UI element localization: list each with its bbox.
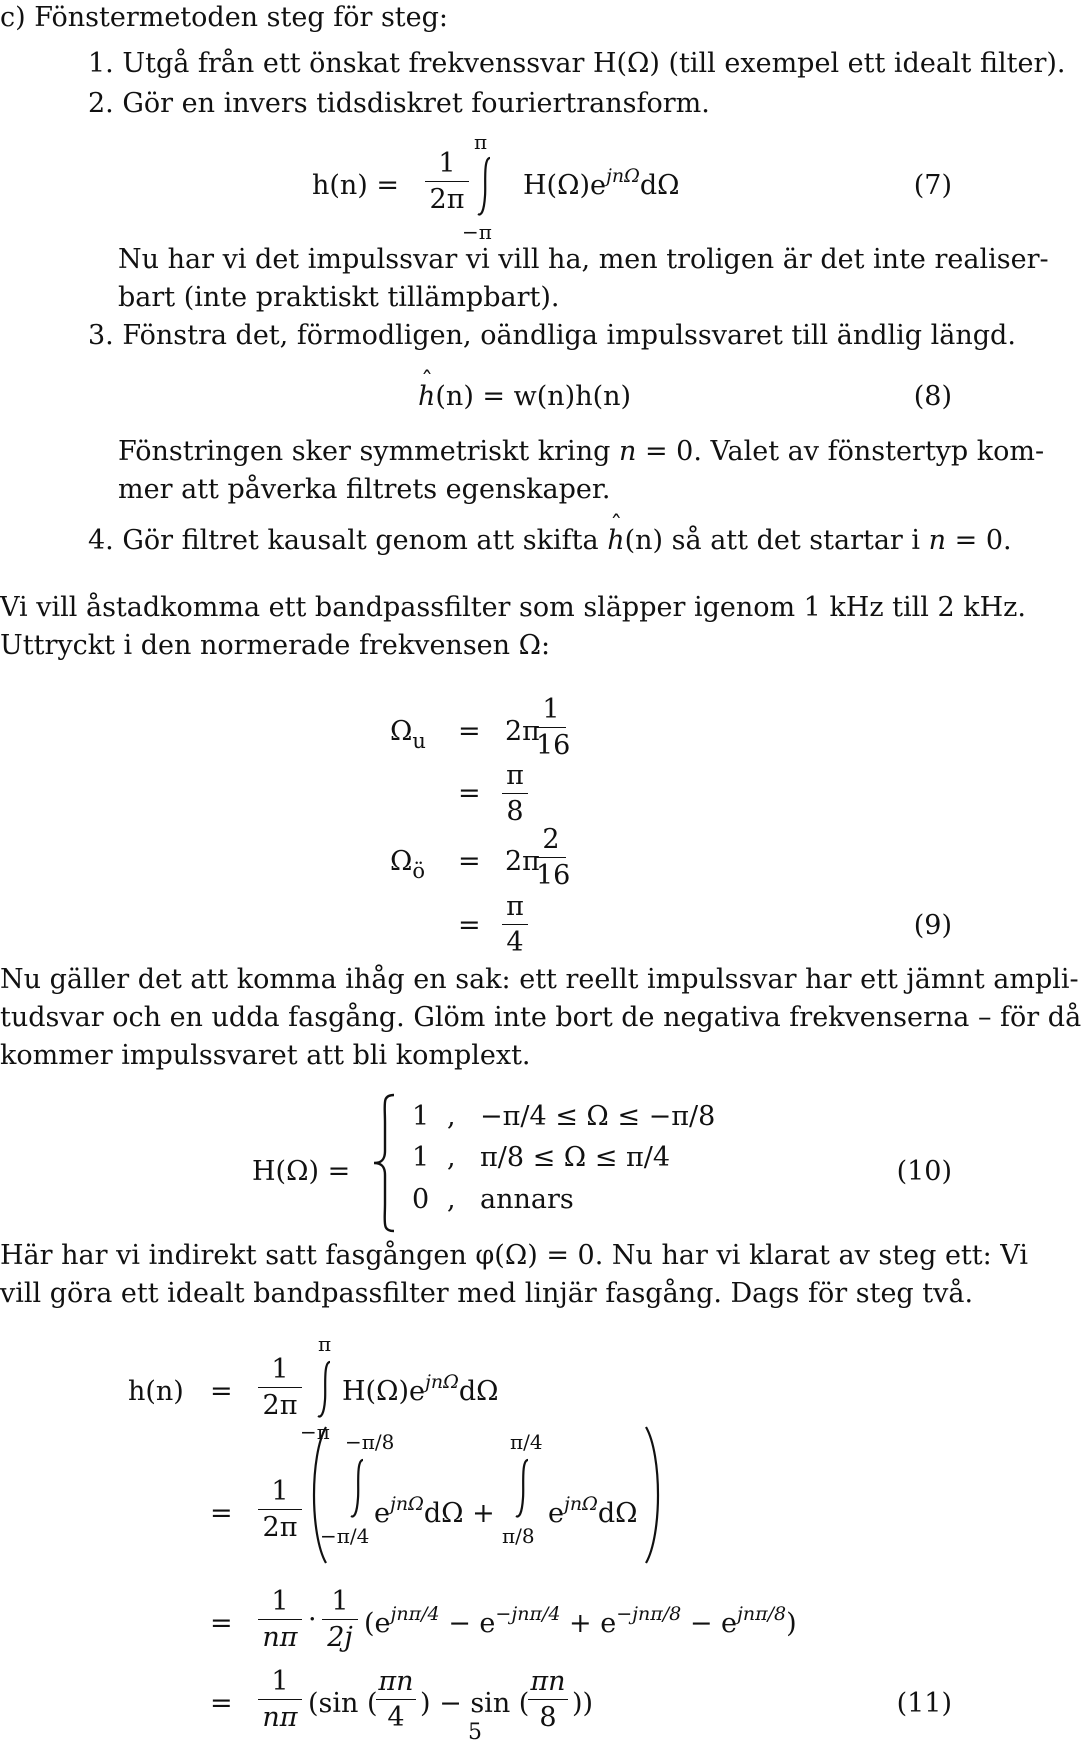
frac-2-16 (536, 824, 571, 891)
exp-c: −jnπ/8 (616, 1603, 682, 1625)
den-16: 16 (536, 730, 571, 761)
row2-comma: , (447, 1142, 456, 1173)
den-16: 16 (536, 860, 571, 891)
exp: jnΩ (424, 1371, 459, 1393)
integral-sign-icon (515, 1458, 531, 1520)
num-pin: πn (530, 1666, 566, 1697)
para-7-line2: bart (inte praktiskt tillämpbart). (118, 282, 560, 313)
lim-lower-b: π/8 (502, 1524, 535, 1548)
para-8-line2: mer att påverka filtrets egenskaper. (118, 474, 611, 505)
eq11-eq4: = (210, 1688, 233, 1719)
step-1: 1. Utgå från ett önskat frekvenssvar H(Ω) (till exempel ett idealt filter). (88, 48, 1066, 79)
para-10-text: Här har vi indirekt satt fasgången (0, 1240, 467, 1271)
frac-pi-4 (502, 893, 528, 956)
row3-comma: , (447, 1184, 456, 1215)
lim-upper: π (318, 1332, 332, 1356)
eq9-number: (9) (913, 910, 952, 941)
integral-sign-icon (350, 1458, 366, 1520)
num-1: 1 (271, 1354, 289, 1385)
minus-e2: − e (689, 1608, 738, 1639)
right-paren-icon (644, 1425, 664, 1565)
row1-val: 1 (412, 1101, 430, 1132)
eq11-lhs: h(n) (128, 1376, 184, 1407)
page-number: 5 (468, 1720, 482, 1745)
eq7-den: 2π (429, 184, 465, 215)
para-9-line2: tudsvar och en udda fasgång. Glöm inte bort de negativa frekvenserna – för då (0, 1002, 1081, 1033)
integral-sign-icon (317, 1360, 333, 1420)
e: e (374, 1498, 390, 1529)
den-2pi: 2π (262, 1512, 298, 1543)
eq11-eq3: = (210, 1608, 233, 1639)
eq8-text: (n) = w(n)h(n) (435, 381, 632, 412)
num-1: 1 (271, 1666, 289, 1697)
step-3: 3. Fönstra det, förmodligen, oändliga impulssvaret till ändlig längd. (88, 320, 1016, 351)
eq7-exp: jnΩ (605, 165, 640, 187)
plus-e: + e (569, 1608, 617, 1639)
eq11-frac4 (322, 1588, 358, 1651)
num-pi: π (506, 891, 524, 922)
den-8: 8 (506, 796, 524, 827)
eq11-frac2 (258, 1478, 302, 1541)
num-1: 1 (271, 1476, 289, 1507)
den-npi: nπ (262, 1702, 298, 1733)
h-hat: ˆ h (607, 527, 624, 554)
exp: jnΩ (563, 1493, 598, 1515)
para-9-line3: kommer impulssvaret att bli komplext. (0, 1040, 531, 1071)
eq7-upper: π (474, 130, 488, 154)
den-4: 4 (506, 927, 524, 958)
para-8-text2: = 0. Valet av fönstertyp kom- (644, 436, 1045, 467)
var-n: n (928, 525, 947, 556)
row1-cond: −π/4 ≤ Ω ≤ −π/8 (480, 1101, 716, 1132)
domega: dΩ (423, 1498, 464, 1529)
step-4 (88, 527, 1012, 554)
domega: dΩ (597, 1498, 638, 1529)
step-4-tail: så att det startar i (671, 525, 921, 556)
step-2: 2. Gör en invers tidsdiskret fouriertransform. (88, 88, 710, 119)
eq11-integrand: H(Ω)e (342, 1376, 425, 1407)
lim-lower: −π (300, 1420, 330, 1444)
num-1: 1 (331, 1586, 349, 1617)
omega-u: Ω (390, 716, 413, 747)
frac-pin-8 (528, 1668, 568, 1731)
eq11-eq2: = (210, 1498, 233, 1529)
sin-b: sin (470, 1688, 511, 1719)
domega: dΩ (458, 1376, 499, 1407)
frac-pi-8 (502, 762, 528, 825)
para-8-line1 (118, 438, 1044, 465)
omega-o: Ω (390, 846, 413, 877)
lim-upper-a: −π/8 (345, 1430, 395, 1454)
brace-icon (372, 1093, 396, 1233)
eq9-eq2: = (458, 778, 481, 809)
exp: jnΩ (389, 1493, 424, 1515)
eq7-domega: dΩ (639, 170, 680, 201)
num-pi: π (506, 760, 524, 791)
den-npi: nπ (262, 1622, 298, 1653)
eq7-num: 1 (438, 148, 456, 179)
eq11-frac1 (258, 1356, 302, 1419)
exp-b: −jnπ/4 (495, 1603, 561, 1625)
sub-o: ö (412, 859, 426, 883)
bandpass-line2: Uttryckt i den normerade frekvensen Ω: (0, 630, 551, 661)
step-4-arg: (n) (624, 525, 664, 556)
para-10-text2: φ(Ω) = 0. Nu har vi klarat av steg ett: Vi (475, 1240, 1028, 1271)
eq8-number: (8) (913, 381, 952, 412)
num-1: 1 (542, 694, 560, 725)
para-9-line1: Nu gäller det att komma ihåg en sak: ett reellt impulssvar har ett jämnt ampli- (0, 964, 1079, 995)
var-n: n (618, 436, 637, 467)
eq11-frac5 (258, 1668, 302, 1731)
eq9-eq4: = (458, 910, 481, 941)
frac-pin-4 (376, 1668, 416, 1731)
row1-comma: , (447, 1101, 456, 1132)
eq9-2pi-a: 2π (505, 716, 540, 747)
eq11-frac3 (258, 1588, 302, 1651)
paren-e: (e (364, 1608, 391, 1639)
step-4-zero: = 0. (954, 525, 1012, 556)
para-7-line1: Nu har vi det impulssvar vi vill ha, men troligen är det inte realiser- (118, 244, 1049, 275)
den-4: 4 (387, 1702, 405, 1733)
num-1: 1 (271, 1586, 289, 1617)
lim-lower-a: −π/4 (320, 1524, 370, 1548)
num-2: 2 (542, 824, 560, 855)
eq11-eq1: = (210, 1376, 233, 1407)
eq7-number: (7) (913, 170, 952, 201)
eq9-eq1: = (458, 716, 481, 747)
bandpass-line1: Vi vill åstadkomma ett bandpassfilter som släpper igenom 1 kHz till 2 kHz. (0, 592, 1026, 623)
h-hat: ˆ h (418, 383, 435, 410)
den-8: 8 (539, 1702, 557, 1733)
integral-sign-icon (477, 156, 493, 218)
den-2j: 2j (327, 1622, 353, 1653)
part-label: c) Fönstermetoden steg för steg: (0, 2, 449, 33)
exp-d: jnπ/8 (737, 1603, 787, 1625)
eq7-fraction (425, 150, 469, 213)
para-8-text: Fönstringen sker symmetriskt kring (118, 436, 611, 467)
eq11-number: (11) (896, 1688, 952, 1719)
eq10-number: (10) (896, 1156, 952, 1187)
minus-e: − e (448, 1608, 496, 1639)
sin-a: sin (318, 1688, 359, 1719)
eq9-2pi-b: 2π (505, 846, 540, 877)
num-pin: πn (378, 1666, 414, 1697)
eq7-lhs: h(n) = (312, 170, 400, 201)
exp-a: jnπ/4 (390, 1603, 440, 1625)
frac-1-16 (536, 694, 571, 761)
row3-cond: annars (480, 1184, 574, 1215)
den-2pi: 2π (262, 1390, 298, 1421)
row3-val: 0 (412, 1184, 430, 1215)
row2-cond: π/8 ≤ Ω ≤ π/4 (480, 1142, 671, 1173)
para-10-line2: vill göra ett idealt bandpassfilter med linjär fasgång. Dags för steg två. (0, 1278, 974, 1309)
eq7-lower: −π (462, 220, 492, 244)
sub-u: u (412, 729, 426, 753)
para-10-line1 (0, 1242, 1028, 1269)
eq9-eq3: = (458, 846, 481, 877)
eq7-integrand: H(Ω)e (523, 170, 606, 201)
plus: + (472, 1498, 495, 1529)
lim-upper-b: π/4 (510, 1430, 543, 1454)
eq10-lhs: H(Ω) = (252, 1156, 351, 1187)
e: e (548, 1498, 564, 1529)
row2-val: 1 (412, 1142, 430, 1173)
step-4-text: 4. Gör filtret kausalt genom att skifta (88, 525, 599, 556)
